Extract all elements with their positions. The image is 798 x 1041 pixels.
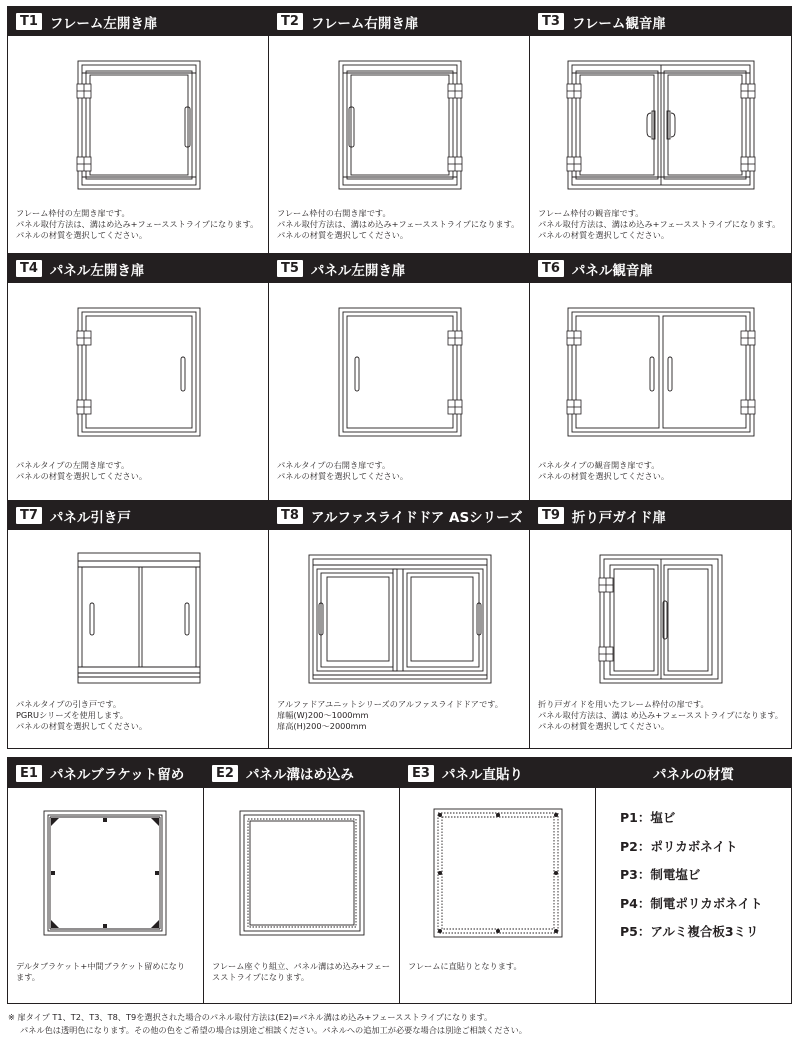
screw-icon [438, 813, 558, 933]
type-badge: T9 [538, 507, 564, 524]
type-badge: T6 [538, 260, 564, 277]
type-description: デルタブラケット+中間ブラケット留めになり ます。 [16, 961, 186, 982]
material-item[interactable]: P2：ポリカボネイト [620, 838, 738, 854]
type-description: 折り戸ガイドを用いたフレーム枠付の扉です。 パネル取付方法は、溝は め込み+フェースストライプになります。 パネルの材質を選択してください。 [538, 699, 783, 731]
cell-header [8, 254, 268, 283]
material-title: パネルの材質 [653, 767, 734, 783]
type-description: フレーム枠付の左開き扉です。 パネル取付方法は、溝はめ込み+フェースストライプになります。 パネルの材質を選択してください。 [16, 208, 259, 240]
type-description: フレーム枠付の右開き扉です。 パネル取付方法は、溝はめ込み+フェースストライプになります。 パネルの材質を選択してください。 [277, 208, 520, 240]
cell-header [400, 758, 595, 788]
alpha-slide-door-diagram [269, 531, 528, 696]
type-title: アルファスライドドア ASシリーズ [310, 509, 523, 526]
panel-mounting-grid [7, 757, 792, 1004]
type-description: フレーム枠付の観音扉です。 パネル取付方法は、溝はめ込み+フェースストライプになります。 パネルの材質を選択してください。 [538, 208, 781, 240]
type-title: フレーム観音扉 [571, 15, 666, 32]
cell-header [530, 501, 792, 530]
type-title: 折り戸ガイド扉 [571, 509, 667, 526]
type-badge: E1 [16, 765, 42, 782]
panel-right-door-diagram [269, 284, 528, 449]
footnote [8, 1011, 527, 1037]
groove-mount-diagram [204, 789, 400, 959]
folding-guide-door-diagram [530, 531, 789, 696]
panel-material-box [596, 758, 791, 1003]
type-title: フレーム右開き扉 [310, 15, 419, 32]
type-badge: E2 [212, 765, 238, 782]
door-type-t1[interactable] [8, 7, 269, 254]
mount-type-e2[interactable] [204, 758, 400, 1003]
type-badge: T3 [538, 13, 564, 30]
cell-header [269, 7, 529, 36]
footnote-line-1: ※ 扉タイプ T1、T2、T3、T8、T9を選択された場合のパネル取付方法は(E2)=パネル溝はめ込み+フェースストライプになります。 [8, 1012, 493, 1022]
cell-header [269, 254, 529, 283]
hinge-icon [567, 331, 755, 414]
hinge-icon [448, 331, 462, 414]
frame-right-door-diagram [269, 37, 528, 202]
cell-header [530, 7, 792, 36]
type-badge: T4 [16, 260, 42, 277]
cell-header [8, 7, 268, 36]
type-badge: T8 [277, 507, 303, 524]
type-title: フレーム左開き扉 [49, 15, 158, 32]
type-title: パネル左開き扉 [310, 262, 406, 279]
type-title: パネル引き戸 [49, 509, 131, 526]
type-description: パネルタイプの引き戸です。 PGRUシリーズを使用します。 パネルの材質を選択してください。 [16, 699, 148, 731]
cell-header [204, 758, 399, 788]
cell-header [8, 501, 268, 530]
cell-header [8, 758, 203, 788]
material-item[interactable]: P1：塩ビ [620, 810, 676, 825]
door-type-t8[interactable] [269, 501, 530, 748]
type-title: パネル溝はめ込み [245, 767, 354, 783]
hinge-icon [448, 84, 462, 171]
type-badge: T7 [16, 507, 42, 524]
type-title: パネル観音扉 [571, 262, 653, 279]
material-item[interactable]: P3：制電塩ビ [620, 867, 701, 882]
hinge-icon [599, 578, 613, 661]
type-description: パネルタイプの左開き扉です。 パネルの材質を選択してください。 [16, 460, 148, 481]
type-description: フレーム座ぐり組立、パネル溝はめ込み+フェー スストライプになります。 [212, 961, 391, 982]
door-type-t6[interactable] [530, 254, 792, 501]
type-description: フレームに直貼りとなります。 [408, 961, 522, 971]
door-type-t9[interactable] [530, 501, 792, 748]
bracket-icon [51, 818, 159, 928]
mount-type-e3[interactable] [400, 758, 596, 1003]
type-description: パネルタイプの右開き扉です。 パネルの材質を選択してください。 [277, 460, 409, 481]
material-list [620, 808, 762, 951]
type-description: アルファドアユニットシリーズのアルファスライドドアです。 扉幅(W)200〜1000mm 扉高(H)200〜2000mm [277, 699, 503, 731]
cell-header [596, 758, 791, 788]
type-badge: T1 [16, 13, 42, 30]
door-type-t2[interactable] [269, 7, 530, 254]
bracket-mount-diagram [8, 789, 204, 959]
cell-header [530, 254, 792, 283]
hinge-icon [77, 84, 91, 171]
cell-header [269, 501, 529, 530]
type-title: パネルブラケット留め [49, 767, 185, 783]
door-type-t5[interactable] [269, 254, 530, 501]
type-badge: E3 [408, 765, 434, 782]
material-item[interactable]: P5：アルミ複合板3ミリ [620, 924, 759, 939]
panel-double-door-diagram [530, 284, 789, 449]
type-description: パネルタイプの観音開き扉です。 パネルの材質を選択してください。 [538, 460, 670, 481]
type-title: パネル左開き扉 [49, 262, 145, 279]
hinge-icon [77, 331, 91, 414]
panel-sliding-door-diagram [8, 531, 267, 696]
footnote-line-2: パネル色は透明色になります。その他の色をご希望の場合は別途ご相談ください。パネルへの追加工が必要な場合は別途ご相談ください。 [20, 1025, 527, 1035]
door-type-t4[interactable] [8, 254, 269, 501]
type-badge: T2 [277, 13, 303, 30]
direct-mount-diagram [400, 789, 596, 959]
material-item[interactable]: P4：制電ポリカボネイト [620, 895, 763, 911]
mount-type-e1[interactable] [8, 758, 204, 1003]
frame-double-door-diagram [530, 37, 789, 202]
door-type-t7[interactable] [8, 501, 269, 748]
panel-left-door-diagram [8, 284, 267, 449]
door-type-t3[interactable] [530, 7, 792, 254]
type-title: パネル直貼り [441, 767, 523, 783]
type-badge: T5 [277, 260, 303, 277]
door-type-grid [7, 6, 792, 749]
frame-left-door-diagram [8, 37, 267, 202]
